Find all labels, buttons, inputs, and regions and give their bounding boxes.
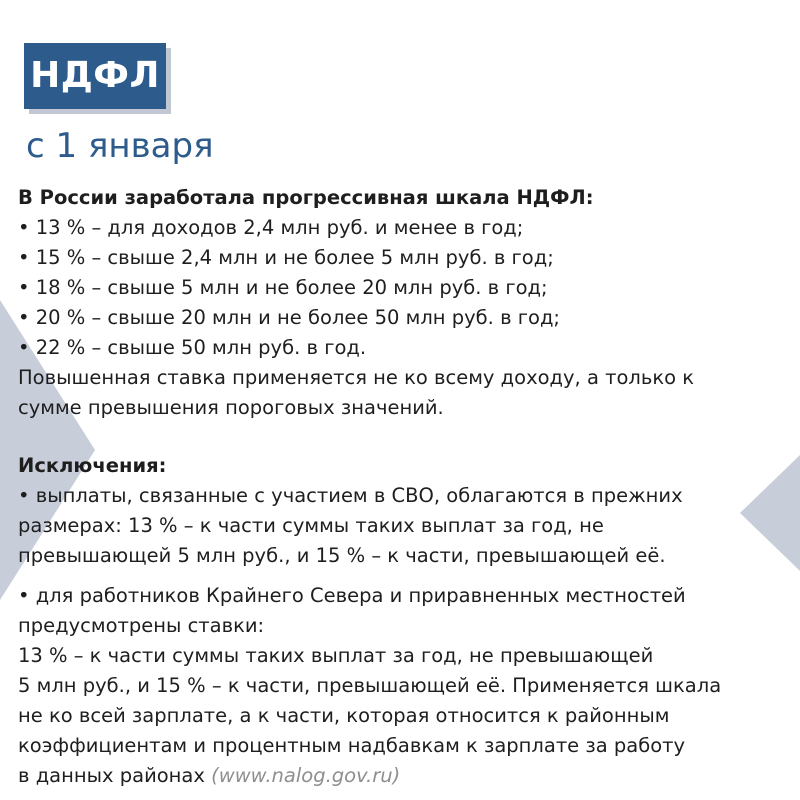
rate-item: • 22 % – свыше 50 млн руб. в год. (18, 336, 367, 359)
intro-heading: В России заработала прогрессивная шкала НДФЛ: (18, 186, 594, 209)
rate-item: • 20 % – свыше 20 млн и не более 50 млн руб. в год; (18, 306, 560, 329)
north-exception-last-text: в данных районах (18, 764, 205, 787)
north-exception-line: предусмотрены ставки: (18, 614, 265, 637)
article-body (18, 183, 798, 791)
source-link[interactable]: (www.nalog.gov.ru) (211, 764, 401, 787)
north-exception-line: • для работников Крайнего Севера и приравненных местностей (18, 584, 686, 607)
page-title: НДФЛ (24, 43, 166, 109)
paragraph-gap (18, 571, 798, 581)
exceptions-heading: Исключения: (18, 454, 167, 477)
title-badge (24, 43, 166, 109)
rate-item: • 13 % – для доходов 2,4 млн руб. и менее в год; (18, 216, 524, 239)
intro-note-line: сумме превышения пороговых значений. (18, 396, 444, 419)
svo-exception-line: превышающей 5 млн руб., и 15 % – к части, превышающей её. (18, 544, 666, 567)
section-gap (18, 423, 798, 451)
north-exception-line: не ко всей зарплате, а к части, которая относится к районным (18, 704, 670, 727)
intro-note-line: Повышенная ставка применяется не ко всему доходу, а только к (18, 366, 695, 389)
rate-item: • 15 % – свыше 2,4 млн и не более 5 млн руб. в год; (18, 246, 554, 269)
svo-exception-line: размерах: 13 % – к части суммы таких выплат за год, не (18, 514, 604, 537)
page-subtitle: с 1 января (26, 126, 214, 166)
svo-exception-line: • выплаты, связанные с участием в СВО, облагаются в прежних (18, 484, 683, 507)
rate-item: • 18 % – свыше 5 млн и не более 20 млн руб. в год; (18, 276, 548, 299)
north-exception-line: коэффициентам и процентным надбавкам к зарплате за работу (18, 734, 686, 757)
north-exception-last-line (18, 761, 798, 791)
north-exception-line: 13 % – к части суммы таких выплат за год, не превышающей (18, 644, 654, 667)
north-exception-line: 5 млн руб., и 15 % – к части, превышающей её. Применяется шкала (18, 674, 722, 697)
